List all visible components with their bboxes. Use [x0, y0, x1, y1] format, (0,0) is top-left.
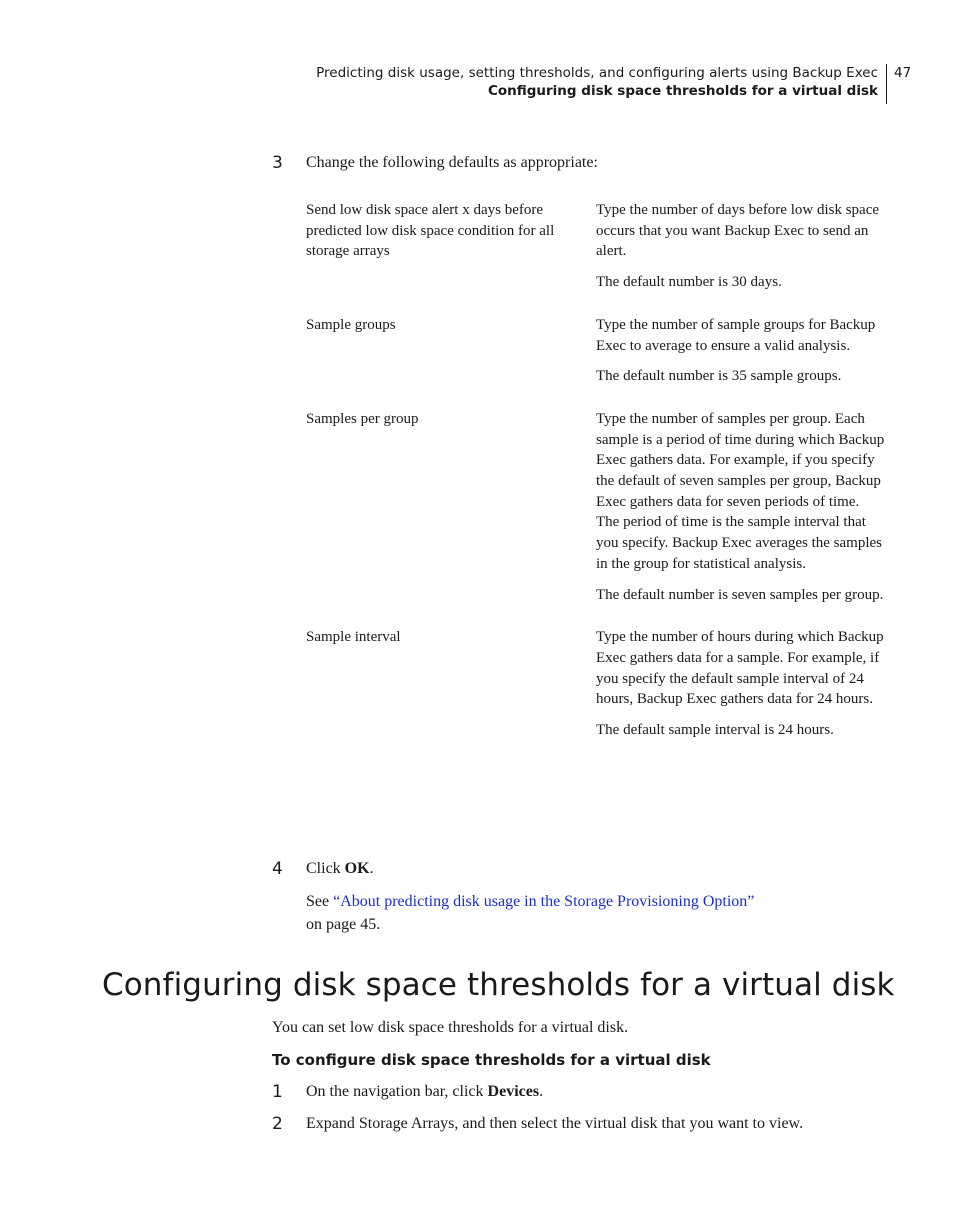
step-number: 3	[272, 153, 283, 173]
header-divider	[886, 64, 887, 104]
step-text: Change the following defaults as appropriate:	[306, 154, 598, 171]
step-text: Expand Storage Arrays, and then select the virtual disk that you want to view.	[306, 1115, 804, 1132]
see-also-prefix: See	[306, 893, 334, 910]
step-text	[306, 858, 896, 880]
option-description	[596, 200, 886, 303]
step-text-prefix: Click	[306, 860, 345, 877]
procedure-title: To configure disk space thresholds for a virtual disk	[272, 1051, 711, 1069]
option-term: Sample interval	[306, 629, 401, 646]
ok-label: OK	[344, 860, 370, 877]
section-title: Configuring disk space thresholds for a virtual disk	[487, 83, 878, 99]
chapter-title: Predicting disk usage, setting thresholds, and configuring alerts using Backup Exec	[316, 65, 878, 81]
option-desc-text: Type the number of days before low disk space occurs that you want Backup Exec to send an alert.	[596, 202, 880, 260]
step-text-suffix: .	[539, 1083, 544, 1100]
step-number: 1	[272, 1082, 283, 1102]
option-description	[596, 315, 886, 397]
option-desc-text: Type the number of hours during which Backup Exec gathers data for a sample. For example, if you specify the default sample interval of 24 hours, Backup Exec gathers data for 24 hours.	[596, 629, 884, 708]
option-term: Send low disk space alert x days before predicted low disk space condition for all storage arrays	[306, 202, 555, 260]
devices-label: Devices	[487, 1083, 540, 1100]
option-row	[306, 627, 886, 751]
page-number: 47	[894, 65, 912, 81]
option-row	[306, 315, 886, 397]
option-desc-text: Type the number of samples per group. Each sample is a period of time during which Backup Exec gathers data. For example, if you specify the default of seven samples per group, Backup Exec gathers data for seven periods of time. The period of time is the sample interval that you specify. Backup Exec averages the samples in the group for statistical analysis.	[596, 410, 885, 572]
option-default-text: The default number is seven samples per group.	[596, 586, 884, 603]
option-description	[596, 409, 886, 615]
option-row	[306, 409, 886, 615]
running-header	[316, 64, 878, 100]
option-default-text: The default number is 35 sample groups.	[596, 368, 842, 385]
step-number: 2	[272, 1114, 283, 1134]
options-table	[306, 200, 886, 763]
step-number: 4	[272, 859, 283, 879]
option-row	[306, 200, 886, 303]
option-description	[596, 627, 886, 751]
option-default-text: The default number is 30 days.	[596, 274, 782, 291]
section-heading: Configuring disk space thresholds for a virtual disk	[102, 967, 895, 1003]
step-text-prefix: On the navigation bar, click	[306, 1083, 488, 1100]
step-text	[306, 1081, 896, 1103]
option-term: Samples per group	[306, 410, 419, 427]
see-also	[306, 890, 866, 936]
option-desc-text: Type the number of sample groups for Backup Exec to average to ensure a valid analysis.	[596, 316, 876, 354]
see-also-suffix: on page 45.	[306, 916, 381, 933]
option-default-text: The default sample interval is 24 hours.	[596, 722, 834, 739]
step-text-suffix: .	[369, 860, 374, 877]
option-term: Sample groups	[306, 316, 396, 333]
intro-paragraph: You can set low disk space thresholds for a virtual disk.	[272, 1019, 629, 1036]
cross-reference-link[interactable]: “About predicting disk usage in the Storage Provisioning Option”	[333, 893, 755, 910]
